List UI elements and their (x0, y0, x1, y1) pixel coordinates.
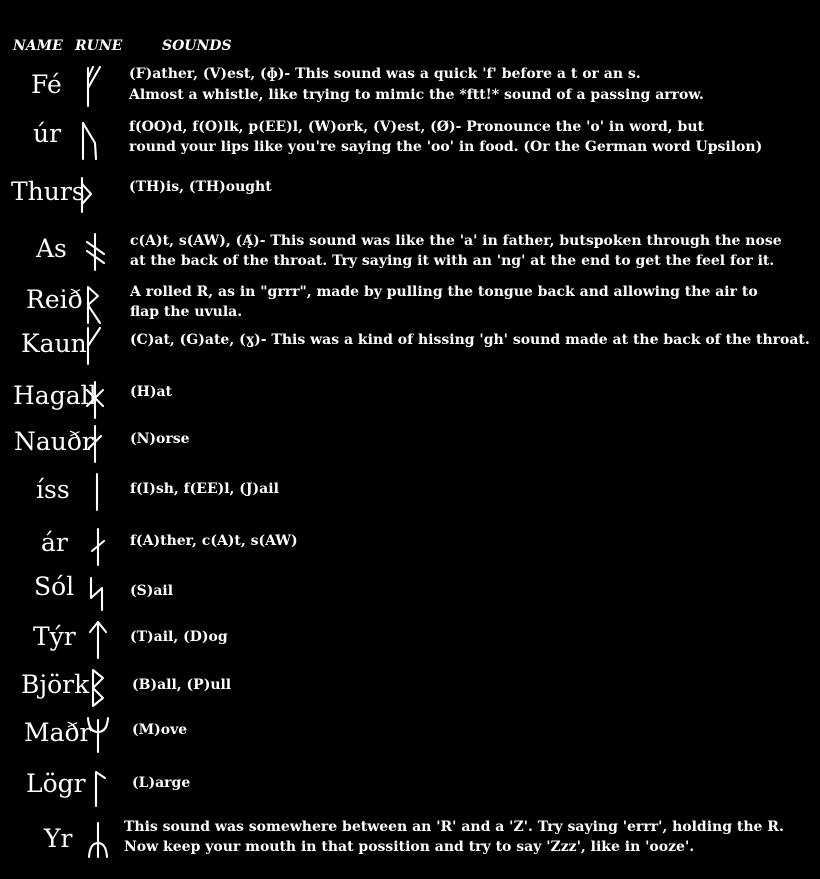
naudr-rune-icon (83, 422, 113, 466)
iss-rune-icon (82, 470, 112, 514)
tyr-rune-icon (84, 618, 114, 662)
hagall-rune-icon (85, 378, 115, 422)
ur-rune-icon (75, 117, 105, 161)
rune-name: Nauðr (14, 427, 94, 456)
header-name: NAME (13, 38, 63, 54)
rune-sound-line1: (C)at, (G)ate, (ɣ)- This was a kind of hissing 'gh' sound made at the back of the throat. (130, 332, 810, 348)
rune-sound-line1: (TH)is, (TH)ought (129, 179, 272, 195)
reid-rune-icon (80, 281, 110, 325)
rune-sound-line1: (L)arge (132, 775, 191, 791)
rune-sound-line1: A rolled R, as in "grrr", made by pulling the tongue back and allowing the air to (130, 284, 758, 300)
rune-sound-line1: f(I)sh, f(EE)l, (J)ail (130, 481, 279, 497)
header-rune: RUNE (75, 38, 123, 54)
fe-rune-icon (77, 64, 107, 108)
rune-sound-line2: flap the uvula. (130, 304, 243, 320)
rune-name: Björk (21, 670, 90, 699)
rune-name: íss (36, 475, 70, 504)
rune-sound-line1: f(OO)d, f(O)lk, p(EE)l, (W)ork, (V)est, (Ø)- Pronounce the 'o' in word, but (129, 119, 704, 135)
rune-sound-line2: at the back of the throat. Try saying it with an 'ng' at the end to get the feel for it. (130, 253, 775, 269)
rune-name: Thurs (11, 177, 85, 206)
rune-name: úr (33, 119, 62, 148)
rune-name: ár (41, 528, 68, 557)
rune-name: Hagall (13, 381, 97, 410)
rune-name: Sól (34, 572, 75, 601)
rune-sound-line1: (N)orse (130, 431, 190, 447)
ar-rune-icon (83, 525, 113, 569)
rune-sound-line1: c(A)t, s(AW), (Ą́)- This sound was like the 'a' in father, butspoken through the nose (130, 233, 782, 249)
rune-name: Reið (26, 285, 83, 314)
rune-sound-line2: Now keep your mouth in that possition and try to say 'Zzz', like in 'ooze'. (124, 839, 695, 855)
header-sounds: SOUNDS (162, 38, 232, 54)
rune-sound-line1: (B)all, (P)ull (132, 677, 232, 693)
rune-name: Kaun (21, 329, 87, 358)
rune-sound-line1: (F)ather, (V)est, (ɸ)- This sound was a quick 'f' before a t or an s. (129, 66, 641, 82)
rune-name: As (36, 234, 67, 263)
bjork-rune-icon (87, 666, 117, 710)
rune-sound-line2: round your lips like you're saying the 'oo' in food. (Or the German word Upsilon) (129, 139, 763, 155)
logr-rune-icon (85, 766, 115, 810)
rune-name: Fé (31, 70, 62, 99)
rune-sound-line1: (H)at (130, 384, 173, 400)
yr-rune-icon (84, 817, 114, 861)
rune-sound-line1: f(A)ther, c(A)t, s(AW) (130, 533, 298, 549)
rune-name: Lögr (26, 769, 86, 798)
rune-sound-line1: (M)ove (132, 722, 188, 738)
sol-rune-icon (82, 572, 112, 616)
rune-name: Maðr (24, 718, 92, 747)
rune-sound-line2: Almost a whistle, like trying to mimic the *ftt!* sound of a passing arrow. (129, 87, 704, 103)
as-rune-icon (80, 228, 110, 272)
rune-name: Yr (44, 824, 73, 853)
thurs-rune-icon (78, 172, 108, 216)
rune-name: Týr (33, 622, 76, 651)
rune-sound-line1: This sound was somewhere between an 'R' and a 'Z'. Try saying 'errr', holding the R. (124, 819, 784, 835)
rune-sound-line1: (S)ail (130, 583, 174, 599)
kaun-rune-icon (82, 324, 112, 368)
madr-rune-icon (84, 712, 114, 756)
rune-sound-line1: (T)ail, (D)og (130, 629, 228, 645)
